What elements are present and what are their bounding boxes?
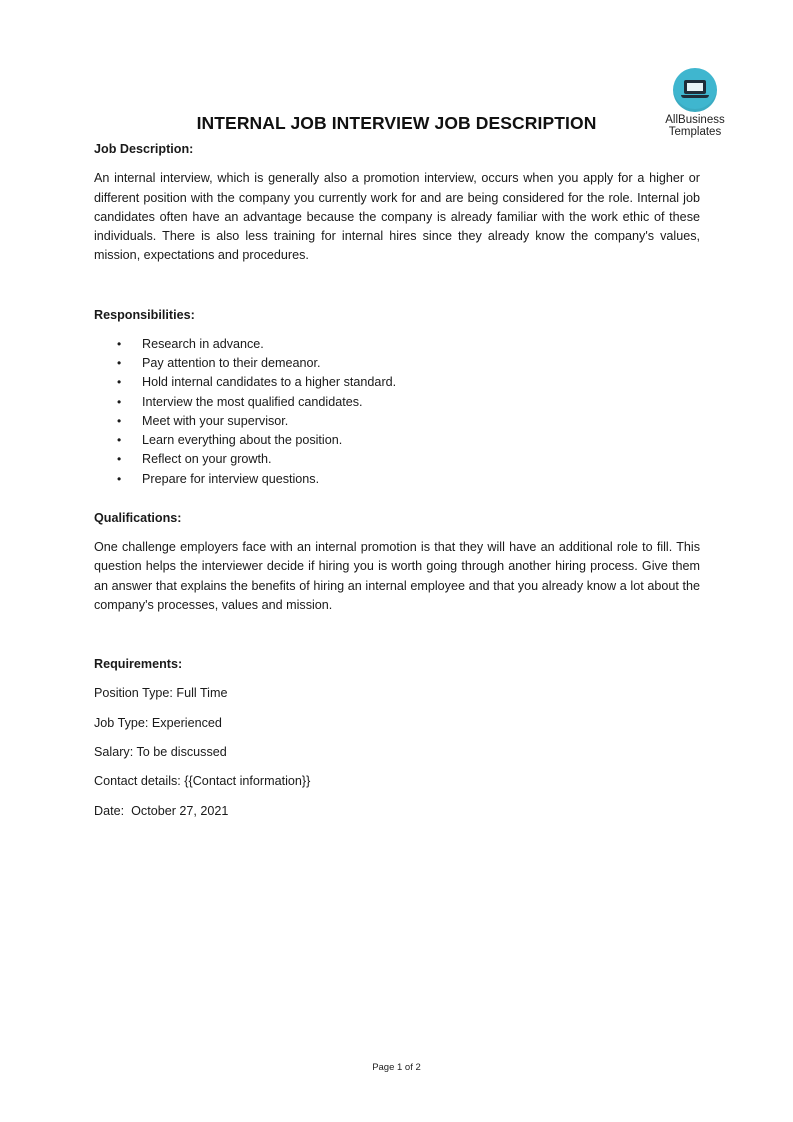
bullet-icon: • [117, 452, 122, 467]
job-description-heading: Job Description: [94, 142, 194, 156]
bullet-icon: • [117, 375, 122, 390]
responsibilities-heading: Responsibilities: [94, 307, 195, 322]
logo-line-2: Templates [668, 126, 722, 138]
list-item [94, 335, 700, 354]
list-item-text: Interview the most qualified candidates. [142, 394, 363, 409]
list-item-text: Reflect on your growth. [142, 452, 272, 467]
list-item [94, 373, 700, 392]
job-description-text: An internal interview, which is generally also a promotion interview, occurs when you apply for a higher or different position with the company you currently work for and are being considered for the role. Internal job candidates often have an advantage because the company is already familiar with the work ethic of these individuals. There is also less training for internal hires since they already know the company's values, mission, expectations and procedures. [94, 171, 700, 263]
responsibilities-list [94, 335, 700, 489]
document-date: Date: October 27, 2021 [94, 803, 229, 818]
document-title: INTERNAL JOB INTERVIEW JOB DESCRIPTION [196, 113, 597, 133]
list-item-text: Research in advance. [142, 337, 264, 352]
list-item [94, 393, 700, 412]
bullet-icon: • [117, 433, 122, 448]
logo-line-1: AllBusiness [665, 114, 725, 126]
list-item [94, 450, 700, 469]
list-item [94, 470, 700, 489]
laptop-icon [673, 68, 717, 112]
page-number: Page 1 of 2 [372, 1062, 421, 1073]
list-item-text: Learn everything about the position. [142, 433, 343, 448]
list-item-text: Prepare for interview questions. [142, 471, 320, 486]
list-item-text: Hold internal candidates to a higher standard. [142, 375, 397, 390]
salary: Salary: To be discussed [94, 745, 227, 760]
bullet-icon: • [117, 471, 122, 486]
list-item [94, 412, 700, 431]
bullet-icon: • [117, 413, 122, 428]
contact-details: Contact details: {{Contact information}} [94, 774, 311, 789]
job-type: Job Type: Experienced [94, 715, 222, 730]
list-item-text: Pay attention to their demeanor. [142, 356, 321, 371]
list-item [94, 354, 700, 373]
bullet-icon: • [117, 394, 122, 409]
requirements-heading: Requirements: [94, 657, 183, 672]
list-item-text: Meet with your supervisor. [142, 413, 289, 428]
qualifications-text: One challenge employers face with an internal promotion is that they will have an additional role to fill. This question helps the interviewer decide if hiring you is worth going through another hiring process. Give them an answer that explains the benefits of hiring an internal employee and that you already know a lot about the company's processes, values and mission. [94, 540, 700, 612]
position-type: Position Type: Full Time [94, 686, 228, 701]
bullet-icon: • [117, 356, 122, 371]
document-body [94, 140, 700, 821]
bullet-icon: • [117, 337, 122, 352]
list-item [94, 431, 700, 450]
qualifications-heading: Qualifications: [94, 510, 182, 525]
